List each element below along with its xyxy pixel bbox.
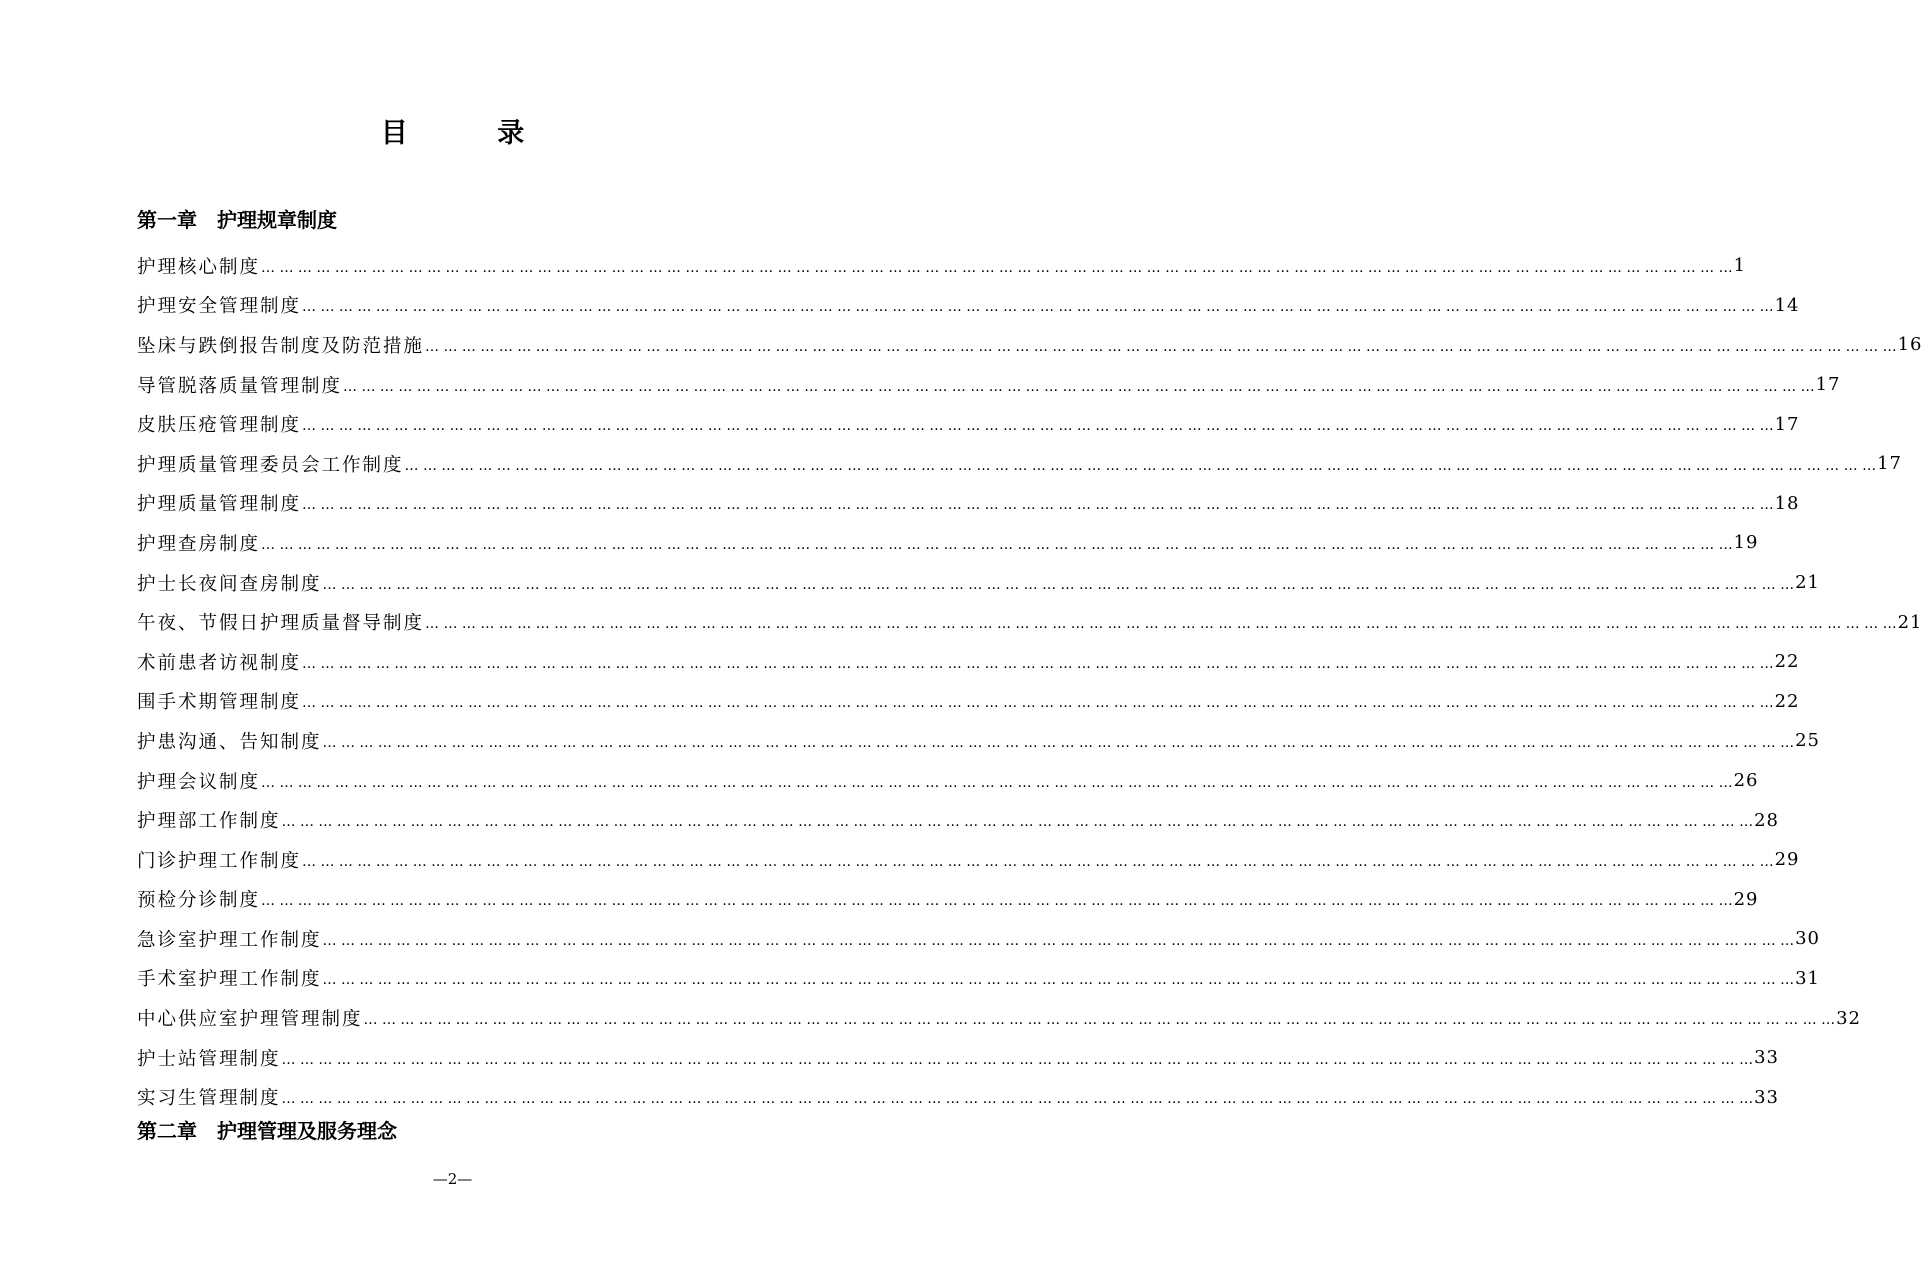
toc-entry-label: 护理安全管理制度	[137, 296, 302, 318]
toc-entry-page: 29	[1733, 888, 1759, 910]
toc-entry-label: 手术室护理工作制度	[137, 969, 322, 991]
toc-entry-label: 护理会议制度	[137, 771, 261, 793]
dot-leader: … … … … … … … … … … … … … … … … … … … … … … … … … … … … … … … … … … … … … … … … … … … … … … … … … … … … … … … … … … … … … … … … … … … … … … … … … … … … … … … …	[425, 616, 1897, 633]
chapter-name: 护理规章制度	[217, 208, 337, 232]
toc-entry-page: 1	[1733, 255, 1747, 277]
toc-entry-page: 17	[1815, 374, 1841, 396]
dot-leader: … … … … … … … … … … … … … … … … … … … … … … … … … … … … … … … … … … … … … … … … … … … … … … … … … … … … … … … … … … … … … … … … … … … … … … … … … … … … … … … …	[302, 418, 1774, 435]
toc-entry[interactable]	[137, 682, 1800, 722]
toc-entry[interactable]	[137, 919, 1820, 959]
chapter-number: 第二章	[137, 1119, 197, 1143]
dot-leader: … … … … … … … … … … … … … … … … … … … … … … … … … … … … … … … … … … … … … … … … … … … … … … … … … … … … … … … … … … … … … … … … … … … … … … … … … … … … … … … …	[261, 893, 1733, 910]
dot-leader: … … … … … … … … … … … … … … … … … … … … … … … … … … … … … … … … … … … … … … … … … … … … … … … … … … … … … … … … … … … … … … … … … … … … … … … … … … … … … … … …	[322, 972, 1795, 989]
toc-entry-label: 护理查房制度	[137, 533, 261, 555]
page-number: —2—	[432, 1170, 473, 1188]
toc-entry[interactable]	[137, 642, 1800, 682]
toc-entry[interactable]	[137, 286, 1800, 326]
dot-leader: … … … … … … … … … … … … … … … … … … … … … … … … … … … … … … … … … … … … … … … … … … … … … … … … … … … … … … … … … … … … … … … … … … … … … … … … … … … … … … … …	[404, 457, 1877, 474]
toc-entry-page: 22	[1774, 690, 1800, 712]
dot-leader: … … … … … … … … … … … … … … … … … … … … … … … … … … … … … … … … … … … … … … … … … … … … … … … … … … … … … … … … … … … … … … … … … … … … … … … … … … … … … … … …	[281, 1091, 1754, 1108]
toc-entry[interactable]	[137, 563, 1820, 603]
dot-leader: … … … … … … … … … … … … … … … … … … … … … … … … … … … … … … … … … … … … … … … … … … … … … … … … … … … … … … … … … … … … … … … … … … … … … … … … … … … … … … … …	[302, 695, 1774, 712]
toc-entry-page: 17	[1774, 413, 1800, 435]
toc-entry-label: 护士站管理制度	[137, 1048, 281, 1070]
toc-entry-page: 33	[1754, 1047, 1779, 1069]
toc-entry-page: 17	[1877, 453, 1902, 475]
toc-entry-page: 26	[1733, 770, 1759, 792]
toc-list	[137, 246, 1923, 1117]
toc-entry-label: 门诊护理工作制度	[137, 850, 302, 872]
toc-entry[interactable]	[137, 325, 1923, 365]
toc-entry-label: 皮肤压疮管理制度	[137, 415, 302, 437]
toc-entry[interactable]	[137, 1038, 1779, 1078]
dot-leader: … … … … … … … … … … … … … … … … … … … … … … … … … … … … … … … … … … … … … … … … … … … … … … … … … … … … … … … … … … … … … … … … … … … … … … … … … … … … … … … …	[281, 814, 1754, 831]
toc-entry-page: 31	[1795, 967, 1820, 989]
toc-entry[interactable]	[137, 602, 1923, 642]
toc-entry-label: 护理核心制度	[137, 256, 261, 278]
toc-entry-label: 护理质量管理委员会工作制度	[137, 454, 404, 476]
toc-entry-label: 术前患者访视制度	[137, 652, 302, 674]
toc-entry-label: 午夜、节假日护理质量督导制度	[137, 613, 425, 635]
chapter-number: 第一章	[137, 208, 197, 232]
toc-entry-page: 14	[1774, 294, 1800, 316]
toc-entry-page: 22	[1774, 651, 1800, 673]
toc-entry[interactable]	[137, 721, 1820, 761]
toc-entry[interactable]	[137, 959, 1820, 999]
chapter-heading-1	[137, 207, 337, 233]
toc-entry-page: 29	[1774, 849, 1800, 871]
toc-entry[interactable]	[137, 761, 1759, 801]
toc-entry[interactable]	[137, 484, 1800, 524]
dot-leader: … … … … … … … … … … … … … … … … … … … … … … … … … … … … … … … … … … … … … … … … … … … … … … … … … … … … … … … … … … … … … … … … … … … … … … … … … … … … … … … …	[322, 576, 1795, 593]
toc-entry-label: 护理质量管理制度	[137, 494, 302, 516]
toc-entry-page: 21	[1795, 572, 1820, 594]
toc-entry-label: 护士长夜间查房制度	[137, 573, 322, 595]
dot-leader: … … … … … … … … … … … … … … … … … … … … … … … … … … … … … … … … … … … … … … … … … … … … … … … … … … … … … … … … … … … … … … … … … … … … … … … … … … … … … … … …	[425, 338, 1897, 355]
toc-entry[interactable]	[137, 800, 1779, 840]
dot-leader: … … … … … … … … … … … … … … … … … … … … … … … … … … … … … … … … … … … … … … … … … … … … … … … … … … … … … … … … … … … … … … … … … … … … … … … … … … … … … … … …	[261, 536, 1733, 553]
toc-entry[interactable]	[137, 998, 1861, 1038]
toc-entry[interactable]	[137, 444, 1902, 484]
toc-entry-page: 33	[1754, 1086, 1779, 1108]
dot-leader: … … … … … … … … … … … … … … … … … … … … … … … … … … … … … … … … … … … … … … … … … … … … … … … … … … … … … … … … … … … … … … … … … … … … … … … … … … … … … … … …	[261, 259, 1733, 276]
dot-leader: … … … … … … … … … … … … … … … … … … … … … … … … … … … … … … … … … … … … … … … … … … … … … … … … … … … … … … … … … … … … … … … … … … … … … … … … … … … … … … … …	[363, 1012, 1836, 1029]
dot-leader: … … … … … … … … … … … … … … … … … … … … … … … … … … … … … … … … … … … … … … … … … … … … … … … … … … … … … … … … … … … … … … … … … … … … … … … … … … … … … … … …	[322, 932, 1795, 949]
toc-entry-label: 护患沟通、告知制度	[137, 731, 322, 753]
toc-entry-page: 16	[1897, 334, 1923, 356]
toc-entry-page: 28	[1754, 809, 1779, 831]
toc-entry-label: 护理部工作制度	[137, 811, 281, 833]
toc-entry[interactable]	[137, 246, 1747, 286]
toc-entry-label: 导管脱落质量管理制度	[137, 375, 343, 397]
toc-entry-label: 围手术期管理制度	[137, 692, 302, 714]
toc-entry-page: 30	[1795, 928, 1820, 950]
toc-entry-label: 急诊室护理工作制度	[137, 929, 322, 951]
dot-leader: … … … … … … … … … … … … … … … … … … … … … … … … … … … … … … … … … … … … … … … … … … … … … … … … … … … … … … … … … … … … … … … … … … … … … … … … … … … … … … … …	[302, 299, 1774, 316]
toc-entry-page: 19	[1733, 532, 1759, 554]
dot-leader: … … … … … … … … … … … … … … … … … … … … … … … … … … … … … … … … … … … … … … … … … … … … … … … … … … … … … … … … … … … … … … … … … … … … … … … … … … … … … … … …	[281, 1051, 1754, 1068]
toc-entry-label: 坠床与跌倒报告制度及防范措施	[137, 335, 425, 357]
toc-entry-page: 21	[1897, 611, 1923, 633]
dot-leader: … … … … … … … … … … … … … … … … … … … … … … … … … … … … … … … … … … … … … … … … … … … … … … … … … … … … … … … … … … … … … … … … … … … … … … … … … … … … … … … …	[302, 853, 1774, 870]
dot-leader: … … … … … … … … … … … … … … … … … … … … … … … … … … … … … … … … … … … … … … … … … … … … … … … … … … … … … … … … … … … … … … … … … … … … … … … … … … … … … … … …	[343, 378, 1815, 395]
toc-entry[interactable]	[137, 880, 1759, 920]
dot-leader: … … … … … … … … … … … … … … … … … … … … … … … … … … … … … … … … … … … … … … … … … … … … … … … … … … … … … … … … … … … … … … … … … … … … … … … … … … … … … … … …	[302, 655, 1774, 672]
toc-entry-label: 中心供应室护理管理制度	[137, 1009, 363, 1031]
chapter-heading-2	[137, 1118, 397, 1144]
page-title: 目 录	[380, 118, 565, 149]
dot-leader: … … … … … … … … … … … … … … … … … … … … … … … … … … … … … … … … … … … … … … … … … … … … … … … … … … … … … … … … … … … … … … … … … … … … … … … … … … … … … … … …	[261, 774, 1733, 791]
toc-entry[interactable]	[137, 1077, 1779, 1117]
toc-entry-label: 预检分诊制度	[137, 890, 261, 912]
toc-entry[interactable]	[137, 404, 1800, 444]
toc-entry[interactable]	[137, 840, 1800, 880]
chapter-name: 护理管理及服务理念	[217, 1119, 397, 1143]
dot-leader: … … … … … … … … … … … … … … … … … … … … … … … … … … … … … … … … … … … … … … … … … … … … … … … … … … … … … … … … … … … … … … … … … … … … … … … … … … … … … … … …	[302, 497, 1774, 514]
toc-entry-label: 实习生管理制度	[137, 1088, 281, 1110]
toc-entry-page: 25	[1795, 730, 1820, 752]
toc-entry[interactable]	[137, 523, 1759, 563]
toc-entry-page: 18	[1774, 492, 1800, 514]
toc-entry[interactable]	[137, 365, 1841, 405]
toc-entry-page: 32	[1836, 1007, 1861, 1029]
dot-leader: … … … … … … … … … … … … … … … … … … … … … … … … … … … … … … … … … … … … … … … … … … … … … … … … … … … … … … … … … … … … … … … … … … … … … … … … … … … … … … … …	[322, 734, 1795, 751]
